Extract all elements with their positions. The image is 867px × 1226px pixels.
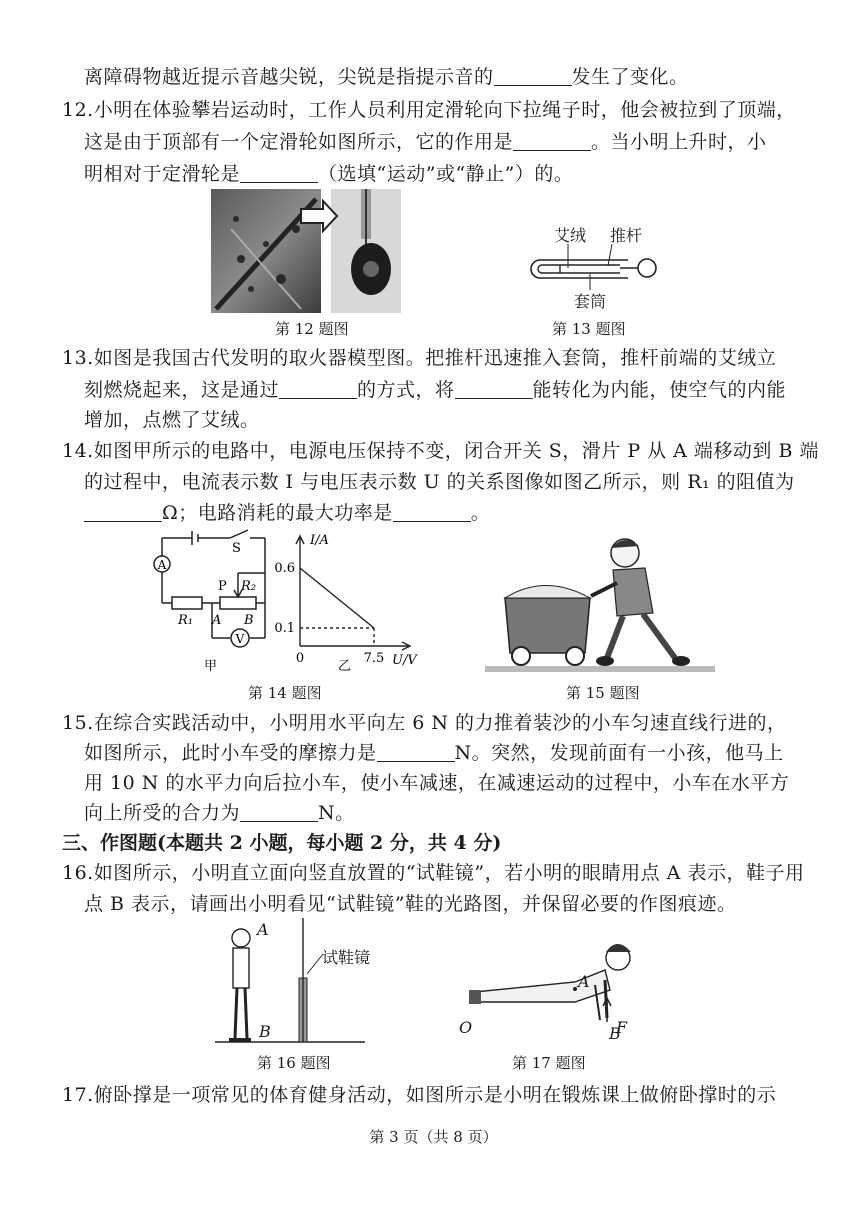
fig16-point-b: B	[259, 1022, 271, 1041]
question-15-line-1: 15.在综合实践活动中，小明用水平向左 6 N 的力推着装沙的小车匀速直线行进的，	[62, 712, 787, 734]
fig17-force-f: F	[616, 1018, 628, 1037]
section-3-heading: 三、作图题(本题共 2 小题，每小题 2 分，共 4 分)	[62, 832, 502, 854]
question-14-line-1: 14.如图甲所示的电路中，电源电压保持不变，闭合开关 S，滑片 P 从 A 端移动到 B 端	[62, 440, 819, 462]
question-13-line-1: 13.如图是我国古代发明的取火器模型图。把推杆迅速推入套筒，推杆前端的艾绒立	[62, 347, 777, 369]
y-axis-label: I/A	[310, 533, 329, 548]
switch-label: S	[232, 541, 241, 556]
question-15-line-4: 向上所受的合力为 N。	[84, 802, 355, 824]
a-end-label: A	[212, 613, 222, 628]
question-15-line-3: 用 10 N 的水平力向后拉小车，使小车减速，在减速运动的过程中，小车在水平方	[84, 772, 790, 794]
fig16-point-a: A	[257, 920, 269, 939]
fig13-label-tao: 套筒	[574, 292, 607, 311]
fig17-caption: 第 17 题图	[512, 1054, 586, 1072]
fig17-point-a: A	[578, 972, 590, 991]
fig13-label-tui: 推杆	[610, 226, 643, 245]
question-12-line-2: 这是由于顶部有一个定滑轮如图所示，它的作用是 。当小明上升时，小	[84, 131, 767, 153]
fig13-label-ai: 艾绒	[554, 226, 587, 245]
origin-label: 0	[295, 651, 305, 666]
b-end-label: B	[244, 613, 254, 628]
question-16-line-1: 16.如图所示，小明直立面向竖直放置的“试鞋镜”，若小明的眼睛用点 A 表示，鞋子用	[62, 862, 805, 884]
yi-label: 乙	[338, 659, 352, 674]
answer-blank[interactable]	[84, 503, 162, 522]
answer-blank[interactable]	[377, 743, 455, 762]
y-tick-low: 0.1	[274, 621, 295, 636]
question-15-line-2: 如图所示，此时小车受的摩擦力是 N。突然，发现前面有一小孩，他马上	[84, 742, 784, 764]
fig15-caption: 第 15 题图	[566, 684, 640, 702]
x-tick: 7.5	[363, 651, 385, 666]
question-17-line-1: 17.俯卧撑是一项常见的体育健身活动，如图所示是小明在锻炼课上做俯卧撑时的示	[62, 1084, 777, 1106]
question-13-line-3: 增加，点燃了艾绒。	[84, 409, 260, 431]
answer-blank[interactable]	[240, 803, 318, 822]
r2-label: R₂	[241, 579, 256, 594]
jia-label: 甲	[204, 659, 218, 674]
question-12-line-1: 12.小明在体验攀岩运动时，工作人员利用定滑轮向下拉绳子时，他会被拉到了顶端，	[62, 99, 796, 121]
p-label: P	[218, 579, 227, 594]
ammeter-label: A	[157, 558, 167, 572]
answer-blank[interactable]	[279, 380, 357, 399]
fig17-point-o: O	[459, 1018, 473, 1037]
page-footer: 第 3 页（共 8 页）	[369, 1128, 498, 1146]
question-14-line-2: 的过程中，电流表示数 I 与电压表示数 U 的关系图像如图乙所示，则 R₁ 的阻值为	[84, 471, 795, 493]
y-tick-high: 0.6	[274, 561, 295, 576]
text-line: 离障碍物越近提示音越尖锐，尖锐是指提示音的 发生了变化。	[84, 66, 689, 88]
fig12-caption: 第 12 题图	[275, 320, 349, 338]
fig15-boy-pushing-cart	[485, 528, 715, 678]
fig14-circuit-and-graph	[140, 528, 440, 678]
fig17-point-b: B	[609, 1024, 621, 1043]
fig13-caption: 第 13 题图	[552, 320, 626, 338]
question-13-line-2: 刻燃烧起来，这是通过 的方式，将 能转化为内能，使空气的内能	[84, 379, 787, 401]
fig16-caption: 第 16 题图	[257, 1054, 331, 1072]
x-axis-label: U/V	[392, 653, 417, 668]
answer-blank[interactable]	[455, 380, 533, 399]
fig14-caption: 第 14 题图	[248, 684, 322, 702]
answer-blank[interactable]	[513, 132, 591, 151]
r1-label: R₁	[178, 613, 193, 628]
question-14-line-3: Ω；电路消耗的最大功率是 。	[84, 498, 490, 528]
answer-blank[interactable]	[494, 67, 572, 86]
answer-blank[interactable]	[393, 503, 471, 522]
question-12-line-3: 明相对于定滑轮是 （选填“运动”或“静止”）的。	[84, 163, 574, 185]
voltmeter-label: V	[235, 632, 245, 646]
question-16-line-2: 点 B 表示，请画出小明看见“试鞋镜”鞋的光路图，并保留必要的作图痕迹。	[84, 893, 737, 915]
answer-blank[interactable]	[240, 164, 318, 183]
fig12-photo	[211, 189, 401, 313]
fig16-boy-and-mirror	[215, 918, 395, 1048]
fig16-mirror-label: 试鞋镜	[322, 948, 371, 967]
